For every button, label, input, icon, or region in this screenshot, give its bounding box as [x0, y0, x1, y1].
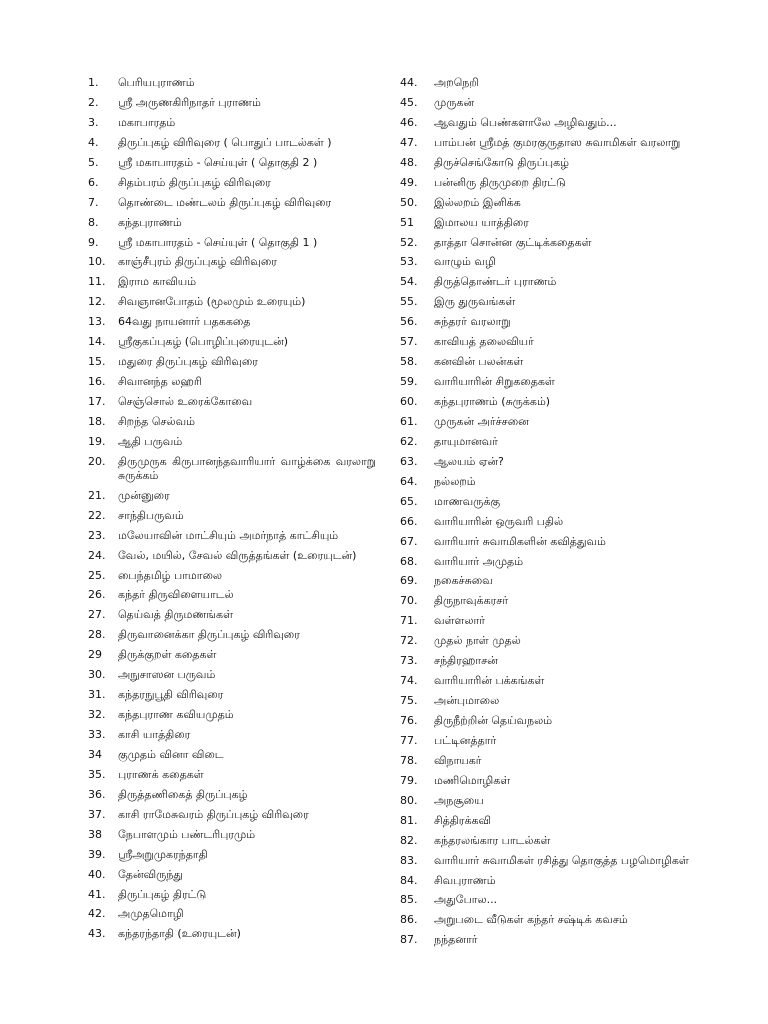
book-list-item — [88, 156, 388, 170]
item-number: 39. — [88, 847, 106, 861]
item-number: 11. — [88, 275, 106, 289]
book-list-item — [88, 888, 388, 902]
item-number: 63. — [400, 454, 418, 468]
item-number: 82. — [400, 833, 418, 847]
item-number: 37. — [88, 807, 106, 821]
item-title: காசி ராமேசுவரம் திருப்புகழ் விரிவுரை — [118, 807, 309, 821]
item-number: 50. — [400, 195, 418, 209]
item-title: தேன்விருந்து — [118, 867, 183, 881]
item-number: 14. — [88, 335, 106, 349]
book-list-item — [400, 176, 700, 190]
item-number: 7. — [88, 195, 99, 209]
item-title: புராணக் கதைகள் — [118, 767, 204, 781]
item-title: இமாலய யாத்திரை — [434, 215, 529, 229]
book-list-item — [400, 236, 700, 250]
book-list-left-column — [88, 76, 388, 947]
item-number: 40. — [88, 867, 106, 881]
item-title: வாரியார் சுவாமிகள் ரசித்து தொகுத்த பழமொழிகள் — [434, 853, 689, 867]
item-number: 28. — [88, 628, 106, 642]
item-number: 69. — [400, 574, 418, 588]
item-title: ஆலயம் ஏன்? — [434, 454, 504, 468]
item-number: 6. — [88, 175, 99, 189]
book-list-item — [88, 608, 388, 622]
item-number: 12. — [88, 295, 106, 309]
item-number: 4. — [88, 135, 99, 149]
book-list-item — [88, 668, 388, 682]
book-list-item — [400, 76, 700, 90]
book-list-item — [88, 549, 388, 563]
item-number: 66. — [400, 514, 418, 528]
item-number: 68. — [400, 554, 418, 568]
book-list-item — [400, 614, 700, 628]
book-list-item — [88, 768, 388, 782]
book-list-item — [400, 834, 700, 848]
item-number: 31. — [88, 688, 106, 702]
book-list-item — [88, 76, 388, 90]
item-number: 84. — [400, 873, 418, 887]
book-list-item — [88, 489, 388, 503]
item-title: நேபாளமும் பண்டரிபுரமும் — [118, 827, 256, 841]
book-list-item — [400, 475, 700, 489]
item-title: சுந்தரர் வரலாறு — [434, 315, 511, 329]
item-title: அநுசாஸன பருவம் — [118, 668, 216, 682]
item-title: திருவானைக்கா திருப்புகழ் விரிவுரை — [118, 628, 300, 642]
item-title: சந்திரஹாசன் — [434, 654, 498, 668]
item-title: வாரியாரின் ஒருவரி பதில் — [434, 514, 564, 528]
item-number: 62. — [400, 434, 418, 448]
item-title: வாரியாரின் சிறுகதைகள் — [434, 375, 555, 389]
item-title: வாரியார் சுவாமிகளின் கவித்துவம் — [434, 534, 606, 548]
item-number: 32. — [88, 708, 106, 722]
book-list-item — [400, 754, 700, 768]
book-list-item — [88, 136, 388, 150]
item-title: திருப்புகழ் திரட்டு — [118, 887, 207, 901]
book-list-item — [400, 535, 700, 549]
item-number: 60. — [400, 395, 418, 408]
item-number: 83. — [400, 853, 418, 867]
book-list-item — [400, 216, 700, 230]
item-title: ஸ்ரீ மகாபாரதம் - செய்யுள் ( தொகுதி 1 ) — [118, 235, 318, 249]
book-list-item — [88, 688, 388, 702]
item-title: 64வது நாயனார் பதககதை — [118, 315, 251, 329]
item-number: 17. — [88, 395, 106, 408]
item-title: கந்தபுராணம் (சுருக்கம்) — [434, 395, 551, 408]
item-title: ஆதி பருவம் — [118, 434, 183, 448]
item-number: 25. — [88, 568, 106, 582]
book-list-item — [400, 255, 700, 269]
book-list-item — [400, 674, 700, 688]
book-list-item — [400, 854, 700, 868]
item-number: 10. — [88, 255, 106, 269]
book-list-item — [88, 176, 388, 190]
item-number: 87. — [400, 933, 418, 947]
book-list-item — [400, 455, 700, 469]
item-title: கனவின் பலன்கள் — [434, 355, 524, 369]
book-list-item — [400, 634, 700, 648]
book-list-item — [400, 96, 700, 110]
item-title: செஞ்சொல் உரைக்கோவை — [118, 395, 253, 408]
item-number: 44. — [400, 76, 418, 89]
book-list-item — [88, 395, 388, 409]
item-title: குமுதம் வினா விடை — [118, 747, 224, 761]
item-title: திருநீற்றின் தெய்வநலம் — [434, 714, 553, 727]
item-title: காஞ்சீபுரம் திருப்புகழ் விரிவுரை — [118, 255, 277, 269]
book-list-item — [88, 828, 388, 842]
item-number: 20. — [88, 454, 106, 468]
book-list-item — [88, 196, 388, 210]
book-list-item — [400, 913, 700, 927]
item-title: இராம காவியம் — [118, 275, 197, 289]
item-title: கந்தர் திருவிளையாடல் — [118, 588, 234, 602]
book-list-item — [88, 927, 388, 941]
item-number: 16. — [88, 375, 106, 389]
item-title: அன்புமாலை — [434, 694, 500, 708]
item-number: 5. — [88, 155, 99, 169]
item-number: 3. — [88, 115, 99, 129]
item-number: 47. — [400, 135, 418, 149]
item-title: வாழும் வழி — [434, 255, 496, 269]
item-number: 1. — [88, 76, 99, 89]
item-number: 86. — [400, 913, 418, 927]
book-list-item — [400, 794, 700, 808]
item-title: வாரியார் அமுதம் — [434, 554, 524, 568]
book-list-item — [400, 814, 700, 828]
item-number: 53. — [400, 255, 418, 269]
book-list-item — [400, 156, 700, 170]
item-number: 8. — [88, 215, 99, 229]
item-title: காசி யாத்திரை — [118, 728, 191, 741]
item-title: முருகன் அர்ச்சனை — [434, 414, 529, 428]
item-title: மகாபாரதம் — [118, 115, 176, 129]
book-list-item — [88, 788, 388, 802]
item-number: 46. — [400, 115, 418, 129]
item-number: 67. — [400, 534, 418, 548]
item-number: 59. — [400, 375, 418, 389]
item-number: 85. — [400, 893, 418, 907]
item-title: தாயுமானவர் — [434, 434, 498, 448]
item-title: பெரியபுராணம் — [118, 76, 195, 89]
item-title: திருச்செங்கோடு திருப்புகழ் — [434, 155, 569, 169]
item-title: நல்லறம் — [434, 474, 476, 488]
book-list-item — [400, 136, 700, 150]
item-title: திருக்குறள் கதைகள் — [118, 648, 217, 662]
item-number: 48. — [400, 155, 418, 169]
item-number: 73. — [400, 654, 418, 668]
item-number: 26. — [88, 588, 106, 602]
item-title: பட்டினத்தார் — [434, 733, 497, 747]
item-title: பன்னிரு திருமுறை திரட்டு — [434, 175, 566, 189]
item-title: அறுபடை வீடுகள் கந்தர் சஷ்டிக் கவசம் — [434, 913, 628, 927]
item-title: சாந்திபருவம் — [118, 508, 184, 522]
item-title: நகைச்சுவை — [434, 574, 493, 588]
item-title: அறநெறி — [434, 76, 479, 89]
book-list-item — [400, 874, 700, 888]
book-list-item — [88, 116, 388, 130]
book-list-item — [400, 415, 700, 429]
item-title: திருநாவுக்கரசர் — [434, 594, 509, 608]
book-list-item — [400, 495, 700, 509]
book-list-item — [88, 236, 388, 250]
book-list-item — [400, 395, 700, 409]
item-number: 30. — [88, 668, 106, 682]
item-number: 77. — [400, 733, 418, 747]
item-title: முருகன் — [434, 95, 475, 109]
book-list-item — [400, 315, 700, 329]
item-title: திருத்தொண்டர் புராணம் — [434, 275, 557, 289]
book-list-item — [88, 275, 388, 289]
book-list-item — [88, 748, 388, 762]
book-list-item — [400, 574, 700, 588]
book-list-item — [400, 196, 700, 210]
item-number: 58. — [400, 355, 418, 369]
book-list-item — [88, 295, 388, 309]
item-title: கந்தபுராண கவியமுதம் — [118, 708, 234, 722]
book-list-item — [88, 435, 388, 449]
item-number: 13. — [88, 315, 106, 329]
book-list-item — [400, 335, 700, 349]
book-list-item — [400, 295, 700, 309]
book-list-item — [88, 355, 388, 369]
book-list-item — [400, 275, 700, 289]
item-number: 72. — [400, 634, 418, 648]
item-number: 24. — [88, 548, 106, 562]
book-list-item — [400, 774, 700, 788]
item-title: இல்லறம் இனிக்க — [434, 195, 521, 209]
item-number: 61. — [400, 414, 418, 428]
item-number: 18. — [88, 414, 106, 428]
item-title: தொண்டை மண்டலம் திருப்புகழ் விரிவுரை — [118, 195, 332, 209]
item-title: மாணவருக்கு — [434, 494, 501, 508]
item-number: 75. — [400, 694, 418, 708]
item-title: சிவஞானபோதம் (மூலமும் உரையும்) — [118, 295, 306, 309]
item-number: 71. — [400, 614, 418, 628]
item-title: ஸ்ரீகுகப்புகழ் (பொழிப்புரையுடன்) — [118, 335, 289, 349]
item-title: திருப்புகழ் விரிவுரை ( பொதுப் பாடல்கள் ) — [118, 135, 332, 149]
item-number: 65. — [400, 494, 418, 508]
item-number: 21. — [88, 488, 106, 502]
book-list-item — [88, 808, 388, 822]
item-number: 76. — [400, 714, 418, 727]
item-number: 74. — [400, 674, 418, 688]
book-list-item — [400, 116, 700, 130]
item-number: 15. — [88, 355, 106, 369]
item-title: காவியத் தலைவியர் — [434, 335, 534, 349]
book-list-item — [400, 893, 700, 907]
item-number: 36. — [88, 787, 106, 801]
item-number: 51 — [400, 215, 414, 229]
item-title: கந்தரலங்கார பாடல்கள் — [434, 833, 551, 847]
item-title: மதுரை திருப்புகழ் விரிவுரை — [118, 355, 258, 369]
item-number: 78. — [400, 753, 418, 767]
book-list-item — [88, 648, 388, 662]
item-title: ஸ்ரீஅறுமுகரந்தாதி — [118, 847, 208, 861]
item-number: 19. — [88, 434, 106, 448]
book-list-item — [400, 555, 700, 569]
book-list-item — [88, 708, 388, 722]
book-list-item — [88, 455, 388, 483]
item-number: 52. — [400, 235, 418, 249]
item-number: 54. — [400, 275, 418, 289]
item-title: ஸ்ரீ மகாபாரதம் - செய்யுள் ( தொகுதி 2 ) — [118, 155, 318, 169]
item-number: 79. — [400, 773, 418, 787]
book-list-item — [400, 714, 700, 728]
item-number: 42. — [88, 907, 106, 921]
item-title: கந்தரந்தாதி (உரையுடன்) — [118, 927, 241, 941]
book-list-item — [400, 515, 700, 529]
item-number: 80. — [400, 793, 418, 807]
book-list-item — [400, 594, 700, 608]
item-title: வாரியாரின் பக்கங்கள் — [434, 674, 545, 688]
item-title: சித்திரக்கவி — [434, 813, 492, 827]
item-title: திருத்தணிகைத் திருப்புகழ் — [118, 787, 248, 801]
book-list-item — [88, 315, 388, 329]
book-list-item — [88, 529, 388, 543]
book-list-item — [400, 933, 700, 947]
item-number: 70. — [400, 594, 418, 608]
item-title: மலேயாவின் மாட்சியும் அமர்நாத் காட்சியும் — [118, 528, 339, 542]
item-title: திருமுருக கிருபானந்தவாரியார் வாழ்க்கை வரலாறு சுருக்கம் — [118, 454, 376, 482]
book-list-item — [88, 628, 388, 642]
item-title: அநசூயை — [434, 793, 484, 807]
item-number: 2. — [88, 95, 99, 109]
item-title: முதல் நாள் முதல் — [434, 634, 521, 648]
item-title: கந்தபுராணம் — [118, 215, 182, 229]
book-list-item — [88, 728, 388, 742]
item-title: ஆவதும் பெண்களாலே அழிவதும்... — [434, 115, 617, 129]
item-number: 22. — [88, 508, 106, 522]
book-list-item — [88, 569, 388, 583]
item-title: நந்தனார் — [434, 933, 478, 947]
book-list-item — [400, 375, 700, 389]
item-number: 23. — [88, 528, 106, 542]
book-list-item — [400, 435, 700, 449]
item-title: இரு துருவங்கள் — [434, 295, 516, 309]
item-number: 9. — [88, 235, 99, 249]
item-number: 81. — [400, 813, 418, 827]
book-list-item — [400, 734, 700, 748]
item-title: வேல், மயில், சேவல் விருத்தங்கள் (உரையுடன்) — [118, 548, 357, 562]
item-number: 34 — [88, 747, 102, 761]
item-title: பாம்பன் ஸ்ரீமத் குமரகுருதாஸ சுவாமிகள் வரலாறு — [434, 135, 681, 149]
item-title: தாத்தா சொன்ன குட்டிக்கதைகள் — [434, 235, 592, 249]
item-number: 38 — [88, 827, 102, 841]
item-title: அமுதமொழி — [118, 907, 184, 921]
item-title: சிறந்த செல்வம் — [118, 414, 195, 428]
book-list-item — [88, 255, 388, 269]
item-title: வள்ளலார் — [434, 614, 486, 628]
item-number: 57. — [400, 335, 418, 349]
item-number: 43. — [88, 927, 106, 941]
item-title: கந்தரநுபூதி விரிவுரை — [118, 688, 224, 702]
item-title: சிவபுராணம் — [434, 873, 496, 887]
book-list-item — [400, 694, 700, 708]
item-title: ஸ்ரீ அருணகிரிநாதர் புராணம் — [118, 95, 261, 109]
book-list-item — [88, 848, 388, 862]
item-number: 45. — [400, 95, 418, 109]
item-number: 56. — [400, 315, 418, 329]
book-list-item — [88, 96, 388, 110]
book-list-item — [88, 588, 388, 602]
item-number: 64. — [400, 474, 418, 488]
item-number: 41. — [88, 887, 106, 901]
item-title: தெய்வத் திருமணங்கள் — [118, 608, 234, 622]
item-title: விநாயகர் — [434, 753, 482, 767]
book-list-item — [400, 654, 700, 668]
item-title: அதுபோல... — [434, 893, 498, 907]
item-number: 35. — [88, 767, 106, 781]
book-list-item — [88, 375, 388, 389]
book-list-item — [88, 868, 388, 882]
item-number: 29 — [88, 648, 102, 662]
item-title: சிதம்பரம் திருப்புகழ் விரிவுரை — [118, 175, 271, 189]
item-number: 27. — [88, 608, 106, 622]
item-title: சிவானந்த லஹரி — [118, 375, 202, 389]
book-list-item — [400, 355, 700, 369]
book-list-item — [88, 216, 388, 230]
item-number: 33. — [88, 728, 106, 741]
item-number: 49. — [400, 175, 418, 189]
book-list-item — [88, 907, 388, 921]
book-list-right-column — [400, 76, 700, 953]
book-list-item — [88, 335, 388, 349]
item-number: 55. — [400, 295, 418, 309]
item-title: பைந்தமிழ் பாமாலை — [118, 568, 223, 582]
book-list-item — [88, 415, 388, 429]
book-list-item — [88, 509, 388, 523]
item-title: முன்னுரை — [118, 488, 170, 502]
item-title: மணிமொழிகள் — [434, 773, 511, 787]
